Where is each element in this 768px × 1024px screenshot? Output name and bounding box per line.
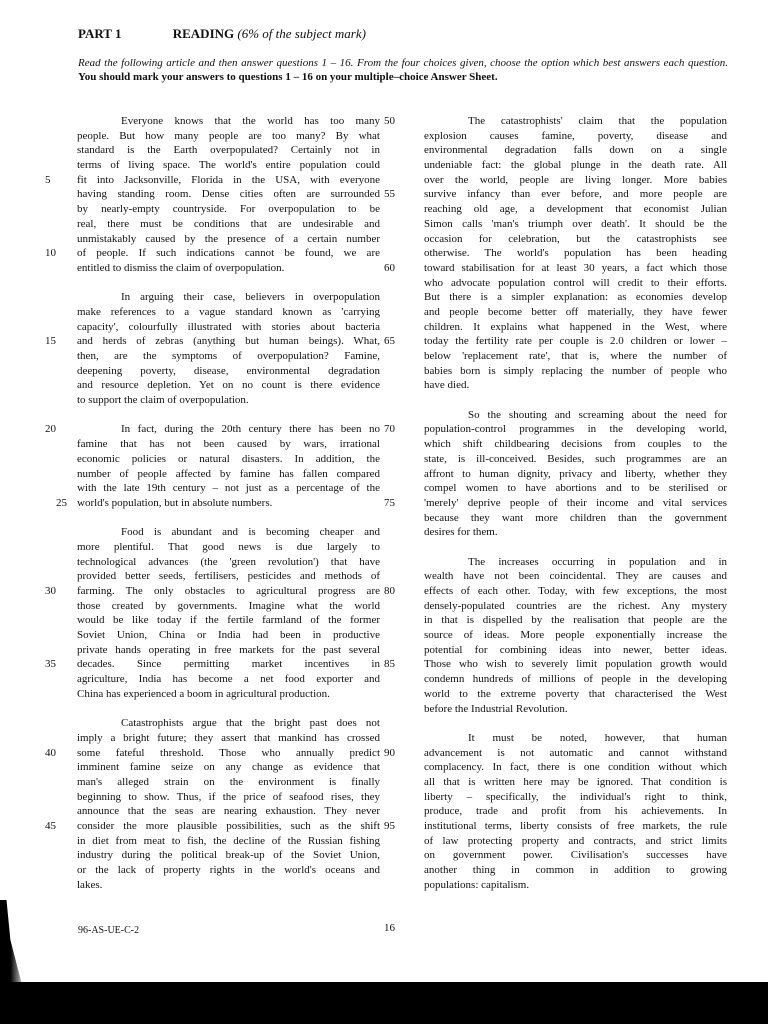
text-line bbox=[77, 320, 380, 335]
text-line bbox=[77, 217, 380, 232]
text-line bbox=[45, 334, 380, 349]
article-paragraph bbox=[384, 731, 727, 893]
line-text: effects of each other. Today, with few exceptions, the most bbox=[424, 585, 727, 597]
line-text: and herds of zebras (anything but human beings). What, bbox=[77, 335, 380, 348]
text-line bbox=[77, 628, 380, 643]
line-text: industry during the political break-up of the Soviet Union, bbox=[77, 849, 380, 862]
line-text: 'merely' deprive people of their income and vital services bbox=[424, 496, 727, 509]
line-text: today the fertility rate per couple is 2.0 children or lower – bbox=[424, 335, 727, 348]
text-line bbox=[77, 790, 380, 805]
line-text: private hands operating in free markets for the past several bbox=[77, 643, 380, 656]
text-line bbox=[424, 628, 727, 643]
line-text: on government power. Civilisation's successes have bbox=[424, 849, 727, 862]
line-text: babies born is simply replacing the number of people who bbox=[424, 364, 727, 377]
line-number: 10 bbox=[45, 247, 56, 260]
section-mark-note: (6% of the subject mark) bbox=[237, 26, 366, 41]
line-number: 5 bbox=[45, 173, 51, 186]
text-line bbox=[77, 481, 380, 496]
line-number: 45 bbox=[45, 820, 56, 832]
text-line bbox=[424, 511, 727, 526]
text-line bbox=[424, 173, 727, 188]
text-line bbox=[424, 775, 727, 790]
line-text: populations: capitalism. bbox=[424, 878, 530, 891]
line-text: potential for combining ideas into newer, better ideas. bbox=[424, 643, 727, 656]
text-line bbox=[77, 555, 380, 570]
line-text: real, there must be conditions that are undesirable and bbox=[77, 217, 380, 230]
line-number: 70 bbox=[384, 423, 395, 436]
line-number: 65 bbox=[384, 335, 395, 348]
text-line bbox=[45, 584, 380, 599]
line-number: 80 bbox=[384, 585, 395, 597]
part-label: PART 1 bbox=[78, 26, 122, 41]
text-line bbox=[77, 114, 380, 129]
line-text: terms of living space. The world's entire population could bbox=[77, 159, 380, 172]
line-text: densely-populated countries are the richest. Any mystery bbox=[424, 599, 727, 612]
instructions-answer-sheet-note: You should mark your answers to questions 1 – 16 on your multiple–choice Answer Sheet. bbox=[78, 70, 498, 83]
line-text: another thing in common in addition to growing bbox=[424, 864, 727, 877]
text-line bbox=[424, 702, 727, 717]
line-text: survive infancy than ever before, and more people are bbox=[424, 188, 727, 201]
line-text: unmistakably caused by the presence of a certain number bbox=[77, 232, 380, 245]
text-line bbox=[45, 657, 380, 672]
line-text: would be like today if the fertile farmland of the former bbox=[77, 614, 380, 627]
line-text: beginning to show. Thus, if the price of seafood rises, they bbox=[77, 790, 380, 803]
text-line bbox=[424, 129, 727, 144]
text-line bbox=[384, 496, 727, 511]
line-text: some fateful threshold. Those who annually predict bbox=[77, 746, 380, 759]
line-text: technological advances (the 'green revolution') that have bbox=[77, 555, 380, 568]
line-text: below 'replacement rate', that is, where the number of bbox=[424, 350, 727, 362]
line-text: Food is abundant and is becoming cheaper and bbox=[121, 526, 380, 539]
line-text: economic policies or natural disasters. In addition, the bbox=[77, 452, 380, 465]
line-text: fit into Jacksonville, Florida in the USA, with everyone bbox=[77, 173, 380, 186]
text-line bbox=[77, 878, 380, 893]
text-line bbox=[77, 643, 380, 658]
text-line bbox=[77, 232, 380, 247]
article-left-column bbox=[45, 114, 380, 907]
line-text: undeniable fact: the global plunge in the death rate. All bbox=[424, 159, 727, 172]
scan-bottom-border bbox=[0, 982, 768, 1024]
line-text: agriculture, India has become a net food exporter and bbox=[77, 673, 380, 686]
line-text: complacency. In fact, there is one condition without which bbox=[424, 761, 727, 774]
line-text: world's population, but in absolute numbers. bbox=[77, 496, 273, 509]
text-line bbox=[424, 232, 727, 247]
text-line bbox=[424, 790, 727, 805]
line-text: environmental degradation falls down on a single bbox=[424, 144, 727, 157]
instructions-text: Read the following article and then answer questions 1 – 16. From the four choices given, choose the option which best answers each question. bbox=[78, 57, 728, 69]
text-line bbox=[45, 819, 380, 834]
text-line bbox=[424, 378, 727, 393]
line-text: capacity', colourfully illustrated with stories about bacteria bbox=[77, 320, 380, 333]
text-line bbox=[424, 320, 727, 335]
article-paragraph bbox=[45, 716, 380, 892]
text-line bbox=[424, 878, 727, 893]
text-line bbox=[77, 143, 380, 158]
line-text: otherwise. The world's population has been heading bbox=[424, 247, 727, 260]
line-text: advancement is not automatic and cannot withstand bbox=[424, 746, 727, 759]
article-paragraph bbox=[45, 525, 380, 701]
text-line bbox=[384, 657, 727, 672]
text-line bbox=[424, 158, 727, 173]
line-text: standard is the Earth overpopulated? Certainly not in bbox=[77, 144, 380, 157]
text-line bbox=[424, 555, 727, 570]
text-line bbox=[424, 452, 727, 467]
article-paragraph bbox=[384, 114, 727, 393]
line-text: state, is ill-conceived. Besides, such programmes are an bbox=[424, 452, 727, 465]
text-line bbox=[424, 848, 727, 863]
line-text: or the lack of property rights in the world's oceans and bbox=[77, 864, 380, 877]
line-text: have died. bbox=[424, 379, 470, 392]
line-text: affront to human dignity, privacy and liberty, whether they bbox=[424, 467, 727, 480]
text-line bbox=[77, 599, 380, 614]
line-text: So the shouting and screaming about the need for bbox=[468, 408, 727, 421]
text-line bbox=[77, 848, 380, 863]
text-line bbox=[77, 467, 380, 482]
line-number: 40 bbox=[45, 746, 56, 759]
line-text: number of people affected by famine has fallen compared bbox=[77, 467, 380, 480]
text-line bbox=[384, 584, 727, 599]
line-text: of law protecting property and contracts, and strict limits bbox=[424, 834, 727, 847]
text-line bbox=[77, 731, 380, 746]
text-line bbox=[424, 217, 727, 232]
line-text: source of ideas. More people exponentially increase the bbox=[424, 629, 727, 642]
line-text: Everyone knows that the world has too many bbox=[121, 115, 380, 127]
line-text: desires for them. bbox=[424, 526, 498, 539]
article-right-column bbox=[384, 114, 727, 907]
text-line bbox=[424, 364, 727, 379]
text-line bbox=[77, 261, 380, 276]
text-line bbox=[424, 834, 727, 849]
text-line bbox=[384, 261, 727, 276]
text-line bbox=[45, 173, 380, 188]
text-line bbox=[424, 672, 727, 687]
text-line bbox=[77, 290, 380, 305]
line-text: those created by governments. Imagine what the world bbox=[77, 599, 380, 612]
text-line bbox=[77, 378, 380, 393]
line-text: to support the claim of overpopulation. bbox=[77, 394, 249, 407]
text-line bbox=[45, 746, 380, 761]
line-text: of people. If such indications cannot be found, we are bbox=[77, 247, 380, 260]
line-number: 90 bbox=[384, 746, 395, 759]
text-line bbox=[384, 746, 727, 761]
text-line bbox=[77, 760, 380, 775]
text-line bbox=[77, 364, 380, 379]
line-number: 60 bbox=[384, 261, 395, 274]
line-text: Catastrophists argue that the bright past does not bbox=[121, 717, 380, 730]
text-line bbox=[424, 349, 727, 364]
line-number: 50 bbox=[384, 115, 395, 127]
text-line bbox=[56, 496, 380, 511]
line-text: then, are the symptoms of overpopulation? Famine, bbox=[77, 350, 380, 362]
text-line bbox=[424, 760, 727, 775]
line-text: But there is a simpler explanation: as economies develop bbox=[424, 291, 727, 304]
line-text: in diet from meat to fish, the decline of the Russian fishing bbox=[77, 834, 380, 847]
line-text: condemn hundreds of millions of people in the developing bbox=[424, 673, 727, 686]
text-line bbox=[424, 202, 727, 217]
line-text: in that is dispelled by the realisation that people are the bbox=[424, 614, 727, 627]
text-line bbox=[77, 202, 380, 217]
text-line bbox=[77, 393, 380, 408]
line-text: toward stabilisation for at least 30 years, a fact which those bbox=[424, 261, 727, 274]
text-line bbox=[424, 467, 727, 482]
line-text: entitled to dismiss the claim of overpopulation. bbox=[77, 261, 285, 274]
text-line bbox=[77, 540, 380, 555]
text-line bbox=[77, 187, 380, 202]
article-paragraph bbox=[384, 555, 727, 717]
text-line bbox=[77, 834, 380, 849]
line-text: compel women to have abortions and to be sterilised or bbox=[424, 482, 727, 495]
line-text: famine that has not been caused by wars, irrational bbox=[77, 438, 380, 451]
text-line bbox=[424, 481, 727, 496]
line-text: which shift childbearing decisions from couples to the bbox=[424, 438, 727, 451]
text-line bbox=[424, 305, 727, 320]
line-text: and people become better off materially, they have fewer bbox=[424, 305, 727, 318]
line-text: world to the extreme poverty that characterised the West bbox=[424, 687, 727, 700]
text-line bbox=[77, 437, 380, 452]
text-line bbox=[424, 246, 727, 261]
line-number: 95 bbox=[384, 820, 395, 832]
line-text: The increases occurring in population and in bbox=[468, 555, 727, 568]
line-text: consider the more plausible possibilities, such as the shift bbox=[77, 820, 380, 832]
line-text: who advocate population control will credit to their efforts. bbox=[424, 276, 727, 289]
line-number: 75 bbox=[384, 496, 395, 509]
line-text: over the world, people are living longer. More babies bbox=[424, 173, 727, 186]
text-line bbox=[384, 114, 727, 129]
line-text: imminent famine seize on any change as evidence that bbox=[77, 761, 380, 774]
text-line bbox=[424, 643, 727, 658]
text-line bbox=[77, 613, 380, 628]
text-line bbox=[77, 158, 380, 173]
page-number: 16 bbox=[384, 922, 395, 934]
line-text: Those who wish to severely limit population growth would bbox=[424, 658, 727, 671]
text-line bbox=[424, 525, 727, 540]
line-text: and resource depletion. Yet on no count is there evidence bbox=[77, 379, 380, 392]
text-line bbox=[384, 422, 727, 437]
text-line bbox=[424, 599, 727, 614]
line-text: imply a bright future; they assert that mankind has crossed bbox=[77, 731, 380, 744]
line-text: In arguing their case, believers in overpopulation bbox=[121, 291, 380, 304]
line-text: China has experienced a boom in agricultural production. bbox=[77, 687, 330, 700]
line-text: deepening poverty, disease, environmental degradation bbox=[77, 364, 380, 377]
line-text: announce that the seas are nearing exhaustion. They never bbox=[77, 805, 380, 818]
text-line bbox=[424, 437, 727, 452]
text-line bbox=[77, 716, 380, 731]
line-text: with the late 19th century – not just as a percentage of the bbox=[77, 482, 380, 495]
line-text: people. But how many people are too many? By what bbox=[77, 129, 380, 142]
text-line bbox=[77, 863, 380, 878]
text-line bbox=[384, 334, 727, 349]
line-number: 20 bbox=[45, 423, 56, 436]
article-paragraph bbox=[45, 290, 380, 408]
line-text: wealth have not been coincidental. They are causes and bbox=[424, 570, 727, 583]
section-title: READING bbox=[172, 26, 235, 41]
line-number: 15 bbox=[45, 335, 56, 348]
line-text: lakes. bbox=[77, 878, 103, 891]
line-text: having standing room. Dense cities often are surrounded bbox=[77, 188, 380, 201]
text-line bbox=[424, 731, 727, 746]
line-number: 35 bbox=[45, 658, 56, 671]
article-paragraph bbox=[384, 408, 727, 540]
text-line bbox=[77, 452, 380, 467]
article-paragraph bbox=[45, 422, 380, 510]
article-paragraph bbox=[45, 114, 380, 276]
document-code: 96-AS-UE-C-2 bbox=[78, 925, 140, 936]
line-text: make references to a vague standard known as 'carrying bbox=[77, 305, 380, 318]
text-line bbox=[424, 290, 727, 305]
line-text: because they want more children than the government bbox=[424, 511, 727, 524]
line-text: It must be noted, however, that human bbox=[468, 731, 727, 744]
line-number: 55 bbox=[384, 188, 395, 201]
line-number: 25 bbox=[56, 496, 67, 509]
text-line bbox=[424, 687, 727, 702]
text-line bbox=[77, 775, 380, 790]
text-line bbox=[424, 804, 727, 819]
line-text: occasion for celebration, but the catastrophists see bbox=[424, 232, 727, 245]
text-line bbox=[384, 187, 727, 202]
line-text: reaching old age, a development that economist Julian bbox=[424, 203, 727, 216]
text-line bbox=[77, 687, 380, 702]
line-text: man's alleged strain on the environment is finally bbox=[77, 775, 380, 788]
line-text: before the Industrial Revolution. bbox=[424, 702, 568, 715]
text-line bbox=[424, 863, 727, 878]
text-line bbox=[45, 422, 380, 437]
line-text: by nearly-empty countryside. For overpopulation to be bbox=[77, 203, 380, 216]
line-number: 85 bbox=[384, 658, 395, 671]
text-line bbox=[424, 613, 727, 628]
line-text: farming. The only obstacles to agricultural progress are bbox=[77, 585, 380, 597]
line-text: all that is written here may be ignored. That condition is bbox=[424, 775, 727, 788]
line-text: Simon calls 'man's triumph over death'. It should be the bbox=[424, 217, 727, 230]
text-line bbox=[77, 525, 380, 540]
text-line bbox=[77, 129, 380, 144]
line-text: Soviet Union, China or India had been in productive bbox=[77, 629, 380, 642]
line-text: produce, trade and profit from his achievements. In bbox=[424, 805, 727, 818]
text-line bbox=[424, 408, 727, 423]
line-text: provided better seeds, fertilisers, pesticides and methods of bbox=[77, 570, 380, 583]
part-heading bbox=[78, 26, 366, 42]
line-text: more plentiful. That good news is due largely to bbox=[77, 540, 380, 553]
text-line bbox=[384, 819, 727, 834]
text-line bbox=[77, 305, 380, 320]
text-line bbox=[77, 804, 380, 819]
text-line bbox=[77, 349, 380, 364]
line-text: explosion causes famine, poverty, disease and bbox=[424, 129, 727, 142]
line-text: population-control programmes in the developing world, bbox=[424, 423, 727, 436]
text-line bbox=[77, 569, 380, 584]
text-line bbox=[45, 246, 380, 261]
line-text: children. It explains what happened in the West, where bbox=[424, 320, 727, 333]
instructions bbox=[78, 57, 728, 84]
line-text: institutional terms, liberty consists of free markets, the rule bbox=[424, 820, 727, 832]
line-text: decades. Since permitting market incentives in bbox=[77, 658, 380, 671]
text-line bbox=[77, 672, 380, 687]
text-line bbox=[424, 569, 727, 584]
line-number: 30 bbox=[45, 585, 56, 597]
line-text: The catastrophists' claim that the population bbox=[468, 115, 727, 127]
text-line bbox=[424, 276, 727, 291]
line-text: In fact, during the 20th century there has been no bbox=[121, 423, 380, 436]
text-line bbox=[424, 143, 727, 158]
line-text: liberty – specifically, the individual's right to think, bbox=[424, 790, 727, 803]
